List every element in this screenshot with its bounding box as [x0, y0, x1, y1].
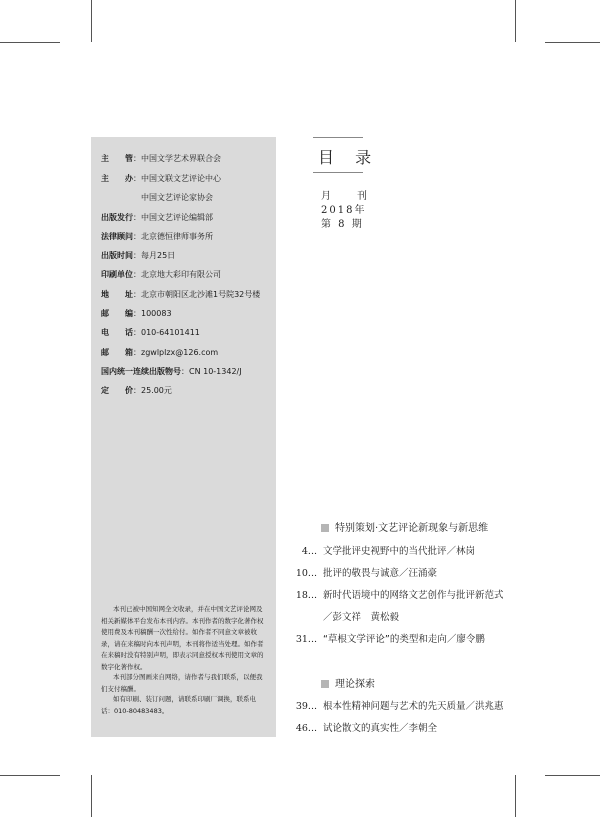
toc-entry[interactable]: 31... “草根文学评论”的类型和走向／廖令鹏 — [295, 634, 485, 645]
info-row-phone: 电 话：010-64101411 — [101, 328, 200, 337]
square-bullet-icon — [321, 680, 329, 688]
toc-entry[interactable]: 10... 批评的敬畏与诚意／汪涌豪 — [295, 568, 438, 579]
crop-mark — [515, 0, 516, 42]
periodical-label: 月 刊 — [321, 191, 369, 202]
divider — [313, 137, 363, 138]
crop-mark — [515, 775, 516, 817]
crop-mark — [91, 0, 92, 42]
printing-issue-notice: 如有印刷、装订问题，请联系印刷厂调换，联系电话：010-80483483。 — [101, 695, 256, 715]
issue-number: 第 8 期 — [321, 219, 364, 230]
crop-mark — [0, 775, 60, 776]
crop-mark — [91, 775, 92, 817]
info-row-serial-number: 国内统一连续出版物号：CN 10-1342/J — [101, 367, 242, 376]
publication-info-panel — [91, 137, 276, 737]
toc-entry[interactable]: 4... 文学批评史视野中的当代批评／林岗 — [301, 546, 476, 557]
info-row-postcode: 邮 编：100083 — [101, 309, 172, 318]
info-row-legal: 法律顾问：北京德恒律师事务所 — [101, 232, 213, 241]
info-row-address: 地 址：北京市朝阳区北沙滩1号院32号楼 — [101, 290, 261, 299]
section-heading-special: 特别策划·文艺评论新现象与新思维 — [321, 519, 488, 534]
crop-mark — [545, 42, 600, 43]
info-row-sponsor-2: 中国文艺评论家协会 — [141, 193, 213, 202]
crop-mark — [0, 42, 60, 43]
square-bullet-icon — [321, 524, 329, 532]
divider — [313, 172, 363, 173]
info-row-email: 邮 箱：zgwlplzx@126.com — [101, 348, 219, 357]
info-row-publisher: 出版发行：中国文艺评论编辑部 — [101, 213, 213, 222]
toc-entry-continuation[interactable]: ／彭文祥 黄松毅 — [323, 612, 400, 623]
toc-entry[interactable]: 39... 根本性精神问题与艺术的先天质量／洪兆惠 — [295, 701, 504, 712]
toc-entry[interactable]: 46... 试论散文的真实性／李朝全 — [295, 723, 438, 734]
info-row-printer: 印刷单位：北京地大彩印有限公司 — [101, 270, 221, 279]
image-source-notice: 本刊部分图画来自网络，请作者与我们联系，以便我们支付稿酬。 — [101, 673, 263, 693]
copyright-notice: 本刊已被中国知网全文收录，并在中国文艺评论网及相关新媒体平台发布本刊内容。本刊作者的数字化著作权使用费及本刊稿酬一次性给付。如作者不同意文章被收录，请在来稿时向本刊声明，本刊将作适当处理。如作者在来稿时没有特别声明，即表示同意授权本刊使用文章的数字化著作权。 — [101, 605, 264, 671]
section-heading-theory: 理论探索 — [321, 675, 375, 690]
crop-mark — [545, 775, 600, 776]
info-row-supervisor: 主 管：中国文学艺术界联合会 — [101, 154, 221, 163]
info-row-publish-date: 出版时间：每月25日 — [101, 251, 176, 260]
toc-title: 目 录 — [318, 148, 380, 167]
toc-entry[interactable]: 18... 新时代语境中的网络文艺创作与批评新范式 — [295, 590, 504, 601]
info-row-sponsor: 主 办：中国文联文艺评论中心 — [101, 174, 221, 183]
issue-year: 2018年 — [321, 205, 367, 216]
info-row-price: 定 价：25.00元 — [101, 386, 172, 395]
